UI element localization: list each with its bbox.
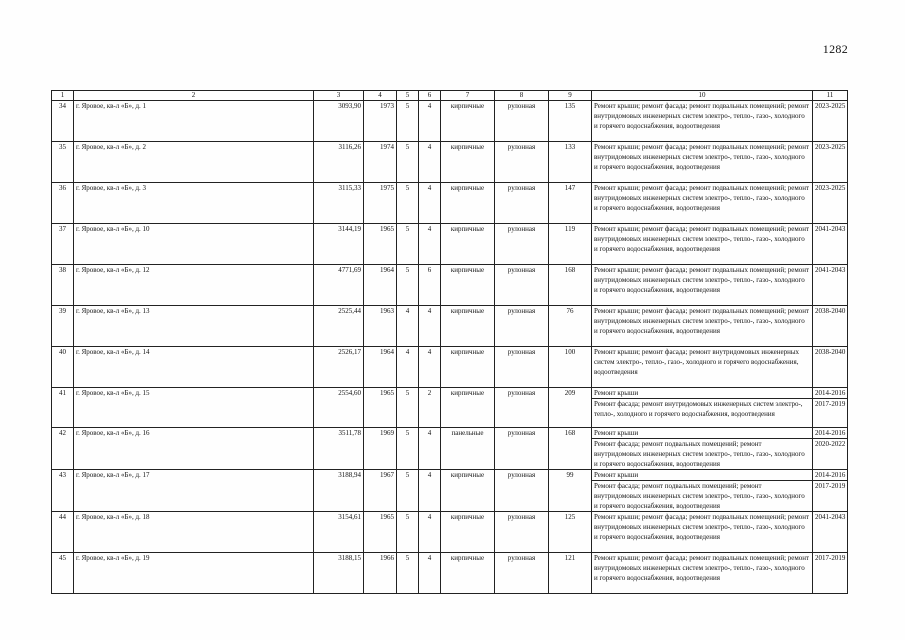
- area-cell: 3188,94: [314, 470, 364, 512]
- year-cell: 1964: [364, 265, 397, 306]
- row-number: 36: [52, 183, 74, 224]
- year-cell: 1965: [364, 224, 397, 265]
- area-cell: 3511,78: [314, 428, 364, 470]
- roof-type-cell: рулонная: [495, 428, 549, 470]
- floors-cell: 5: [397, 553, 419, 594]
- table-row: [52, 224, 848, 265]
- repair-period-cell: 2020-2022: [813, 439, 848, 470]
- floors-cell: 5: [397, 388, 419, 428]
- year-cell: 1963: [364, 306, 397, 347]
- floors-cell: 5: [397, 101, 419, 142]
- wall-material-cell: кирпичные: [441, 347, 495, 388]
- address-cell: г. Яровое, кв-л «Б», д. 2: [74, 142, 314, 183]
- column-number: 4: [364, 91, 397, 101]
- area-cell: 2526,17: [314, 347, 364, 388]
- table-row: [52, 512, 848, 553]
- area-cell: 3115,33: [314, 183, 364, 224]
- repair-works-cell: Ремонт фасада; ремонт подвальных помещений; ремонт внутридомовых инженерных систем электро-, тепло-, газо-, холодного и горячего водоснабжения, водоотведения: [592, 439, 813, 470]
- repair-period-cell: 2023-2025: [813, 101, 848, 142]
- entrances-cell: 4: [419, 306, 441, 347]
- year-cell: 1973: [364, 101, 397, 142]
- wall-material-cell: кирпичные: [441, 306, 495, 347]
- address-cell: г. Яровое, кв-л «Б», д. 18: [74, 512, 314, 553]
- address-cell: г. Яровое, кв-л «Б», д. 12: [74, 265, 314, 306]
- column-number: 9: [549, 91, 592, 101]
- floors-cell: 5: [397, 142, 419, 183]
- year-cell: 1975: [364, 183, 397, 224]
- repair-period-cell: 2023-2025: [813, 183, 848, 224]
- area-cell: 2525,44: [314, 306, 364, 347]
- address-cell: г. Яровое, кв-л «Б», д. 19: [74, 553, 314, 594]
- flats-count-cell: 119: [549, 224, 592, 265]
- table-row: [52, 183, 848, 224]
- roof-type-cell: рулонная: [495, 306, 549, 347]
- address-cell: г. Яровое, кв-л «Б», д. 15: [74, 388, 314, 428]
- entrances-cell: 6: [419, 265, 441, 306]
- area-cell: 3116,26: [314, 142, 364, 183]
- roof-type-cell: рулонная: [495, 142, 549, 183]
- flats-count-cell: 76: [549, 306, 592, 347]
- wall-material-cell: панельные: [441, 428, 495, 470]
- floors-cell: 5: [397, 428, 419, 470]
- repair-period-cell: 2023-2025: [813, 142, 848, 183]
- repair-works-cell: Ремонт крыши: [592, 428, 813, 439]
- flats-count-cell: 209: [549, 388, 592, 428]
- entrances-cell: 4: [419, 101, 441, 142]
- repair-period-cell: 2017-2019: [813, 399, 848, 428]
- entrances-cell: 4: [419, 183, 441, 224]
- row-number: 44: [52, 512, 74, 553]
- column-number: 8: [495, 91, 549, 101]
- repair-works-cell: Ремонт фасада; ремонт внутридомовых инженерных систем электро-, тепло-, холодного и горячего водоснабжения, водоотведения: [592, 399, 813, 428]
- flats-count-cell: 133: [549, 142, 592, 183]
- row-number: 37: [52, 224, 74, 265]
- year-cell: 1964: [364, 347, 397, 388]
- wall-material-cell: кирпичные: [441, 183, 495, 224]
- wall-material-cell: кирпичные: [441, 388, 495, 428]
- repair-period-cell: 2014-2016: [813, 470, 848, 481]
- address-cell: г. Яровое, кв-л «Б», д. 1: [74, 101, 314, 142]
- area-cell: 3093,90: [314, 101, 364, 142]
- wall-material-cell: кирпичные: [441, 512, 495, 553]
- entrances-cell: 4: [419, 428, 441, 470]
- wall-material-cell: кирпичные: [441, 553, 495, 594]
- wall-material-cell: кирпичные: [441, 224, 495, 265]
- repair-period-cell: 2017-2019: [813, 481, 848, 512]
- table-row: [52, 347, 848, 388]
- repair-works-cell: Ремонт крыши; ремонт фасада; ремонт подвальных помещений; ремонт внутридомовых инженерных систем электро-, тепло-, газо-, холодного и горячего водоснабжения, водоотведения: [592, 224, 813, 265]
- repair-period-cell: 2041-2043: [813, 265, 848, 306]
- wall-material-cell: кирпичные: [441, 470, 495, 512]
- year-cell: 1969: [364, 428, 397, 470]
- repair-period-cell: 2041-2043: [813, 512, 848, 553]
- repair-works-cell: Ремонт крыши; ремонт фасада; ремонт подвальных помещений; ремонт внутридомовых инженерных систем электро-, тепло-, газо-, холодного и горячего водоснабжения, водоотведения: [592, 101, 813, 142]
- column-number: 1: [52, 91, 74, 101]
- repair-works-cell: Ремонт крыши; ремонт фасада; ремонт подвальных помещений; ремонт внутридомовых инженерных систем электро-, тепло-, газо-, холодного и горячего водоснабжения, водоотведения: [592, 142, 813, 183]
- address-cell: г. Яровое, кв-л «Б», д. 3: [74, 183, 314, 224]
- floors-cell: 4: [397, 306, 419, 347]
- year-cell: 1974: [364, 142, 397, 183]
- row-number: 39: [52, 306, 74, 347]
- roof-type-cell: рулонная: [495, 470, 549, 512]
- table-row: [52, 553, 848, 594]
- roof-type-cell: рулонная: [495, 101, 549, 142]
- column-number: 7: [441, 91, 495, 101]
- floors-cell: 5: [397, 265, 419, 306]
- repair-period-cell: 2017-2019: [813, 553, 848, 594]
- area-cell: 2554,60: [314, 388, 364, 428]
- entrances-cell: 2: [419, 388, 441, 428]
- repair-period-cell: 2038-2040: [813, 347, 848, 388]
- repair-works-cell: Ремонт крыши: [592, 388, 813, 399]
- year-cell: 1965: [364, 388, 397, 428]
- table-row: [52, 470, 848, 481]
- repair-works-cell: Ремонт фасада; ремонт подвальных помещений; ремонт внутридомовых инженерных систем электро-, тепло-, газо-, холодного и горячего водоснабжения, водоотведения: [592, 481, 813, 512]
- year-cell: 1967: [364, 470, 397, 512]
- area-cell: 4771,69: [314, 265, 364, 306]
- address-cell: г. Яровое, кв-л «Б», д. 17: [74, 470, 314, 512]
- floors-cell: 4: [397, 347, 419, 388]
- table-row: [52, 388, 848, 399]
- floors-cell: 5: [397, 470, 419, 512]
- roof-type-cell: рулонная: [495, 388, 549, 428]
- entrances-cell: 4: [419, 142, 441, 183]
- flats-count-cell: 168: [549, 265, 592, 306]
- repair-works-cell: Ремонт крыши: [592, 470, 813, 481]
- table-row: [52, 101, 848, 142]
- flats-count-cell: 121: [549, 553, 592, 594]
- entrances-cell: 4: [419, 347, 441, 388]
- year-cell: 1965: [364, 512, 397, 553]
- row-number: 34: [52, 101, 74, 142]
- flats-count-cell: 125: [549, 512, 592, 553]
- page-number: 1282: [822, 42, 848, 56]
- repair-works-cell: Ремонт крыши; ремонт фасада; ремонт подвальных помещений; ремонт внутридомовых инженерных систем электро-, тепло-, газо-, холодного и горячего водоснабжения, водоотведения: [592, 306, 813, 347]
- repair-works-cell: Ремонт крыши; ремонт фасада; ремонт подвальных помещений; ремонт внутридомовых инженерных систем электро-, тепло-, газо-, холодного и горячего водоснабжения, водоотведения: [592, 265, 813, 306]
- roof-type-cell: рулонная: [495, 347, 549, 388]
- address-cell: г. Яровое, кв-л «Б», д. 10: [74, 224, 314, 265]
- roof-type-cell: рулонная: [495, 265, 549, 306]
- repair-period-cell: 2014-2016: [813, 428, 848, 439]
- repair-period-cell: 2041-2043: [813, 224, 848, 265]
- column-number: 11: [813, 91, 848, 101]
- area-cell: 3154,61: [314, 512, 364, 553]
- year-cell: 1966: [364, 553, 397, 594]
- repair-works-cell: Ремонт крыши; ремонт фасада; ремонт внутридомовых инженерных систем электро-, тепло-, газо-, холодного и горячего водоснабжения, водоотведения: [592, 347, 813, 388]
- repair-works-cell: Ремонт крыши; ремонт фасада; ремонт подвальных помещений; ремонт внутридомовых инженерных систем электро-, тепло-, газо-, холодного и горячего водоснабжения, водоотведения: [592, 512, 813, 553]
- flats-count-cell: 147: [549, 183, 592, 224]
- repair-works-cell: Ремонт крыши; ремонт фасада; ремонт подвальных помещений; ремонт внутридомовых инженерных систем электро-, тепло-, газо-, холодного и горячего водоснабжения, водоотведения: [592, 183, 813, 224]
- column-number: 5: [397, 91, 419, 101]
- housing-register-table: [51, 90, 848, 594]
- flats-count-cell: 135: [549, 101, 592, 142]
- floors-cell: 5: [397, 512, 419, 553]
- roof-type-cell: рулонная: [495, 512, 549, 553]
- wall-material-cell: кирпичные: [441, 265, 495, 306]
- address-cell: г. Яровое, кв-л «Б», д. 13: [74, 306, 314, 347]
- roof-type-cell: рулонная: [495, 183, 549, 224]
- column-number: 10: [592, 91, 813, 101]
- floors-cell: 5: [397, 224, 419, 265]
- repair-period-cell: 2014-2016: [813, 388, 848, 399]
- row-number: 42: [52, 428, 74, 470]
- column-number: 3: [314, 91, 364, 101]
- wall-material-cell: кирпичные: [441, 101, 495, 142]
- column-number: 2: [74, 91, 314, 101]
- row-number: 38: [52, 265, 74, 306]
- flats-count-cell: 100: [549, 347, 592, 388]
- address-cell: г. Яровое, кв-л «Б», д. 16: [74, 428, 314, 470]
- wall-material-cell: кирпичные: [441, 142, 495, 183]
- entrances-cell: 4: [419, 553, 441, 594]
- area-cell: 3144,19: [314, 224, 364, 265]
- row-number: 45: [52, 553, 74, 594]
- row-number: 40: [52, 347, 74, 388]
- flats-count-cell: 168: [549, 428, 592, 470]
- address-cell: г. Яровое, кв-л «Б», д. 14: [74, 347, 314, 388]
- table-row: [52, 265, 848, 306]
- column-number-header: [52, 91, 848, 101]
- row-number: 41: [52, 388, 74, 428]
- area-cell: 3188,15: [314, 553, 364, 594]
- table-row: [52, 428, 848, 439]
- column-number: 6: [419, 91, 441, 101]
- roof-type-cell: рулонная: [495, 224, 549, 265]
- entrances-cell: 4: [419, 512, 441, 553]
- repair-works-cell: Ремонт крыши; ремонт фасада; ремонт подвальных помещений; ремонт внутридомовых инженерных систем электро-, тепло-, газо-, холодного и горячего водоснабжения, водоотведения: [592, 553, 813, 594]
- entrances-cell: 4: [419, 470, 441, 512]
- row-number: 43: [52, 470, 74, 512]
- repair-period-cell: 2038-2040: [813, 306, 848, 347]
- row-number: 35: [52, 142, 74, 183]
- floors-cell: 5: [397, 183, 419, 224]
- table-row: [52, 306, 848, 347]
- roof-type-cell: рулонная: [495, 553, 549, 594]
- flats-count-cell: 99: [549, 470, 592, 512]
- table-row: [52, 142, 848, 183]
- entrances-cell: 4: [419, 224, 441, 265]
